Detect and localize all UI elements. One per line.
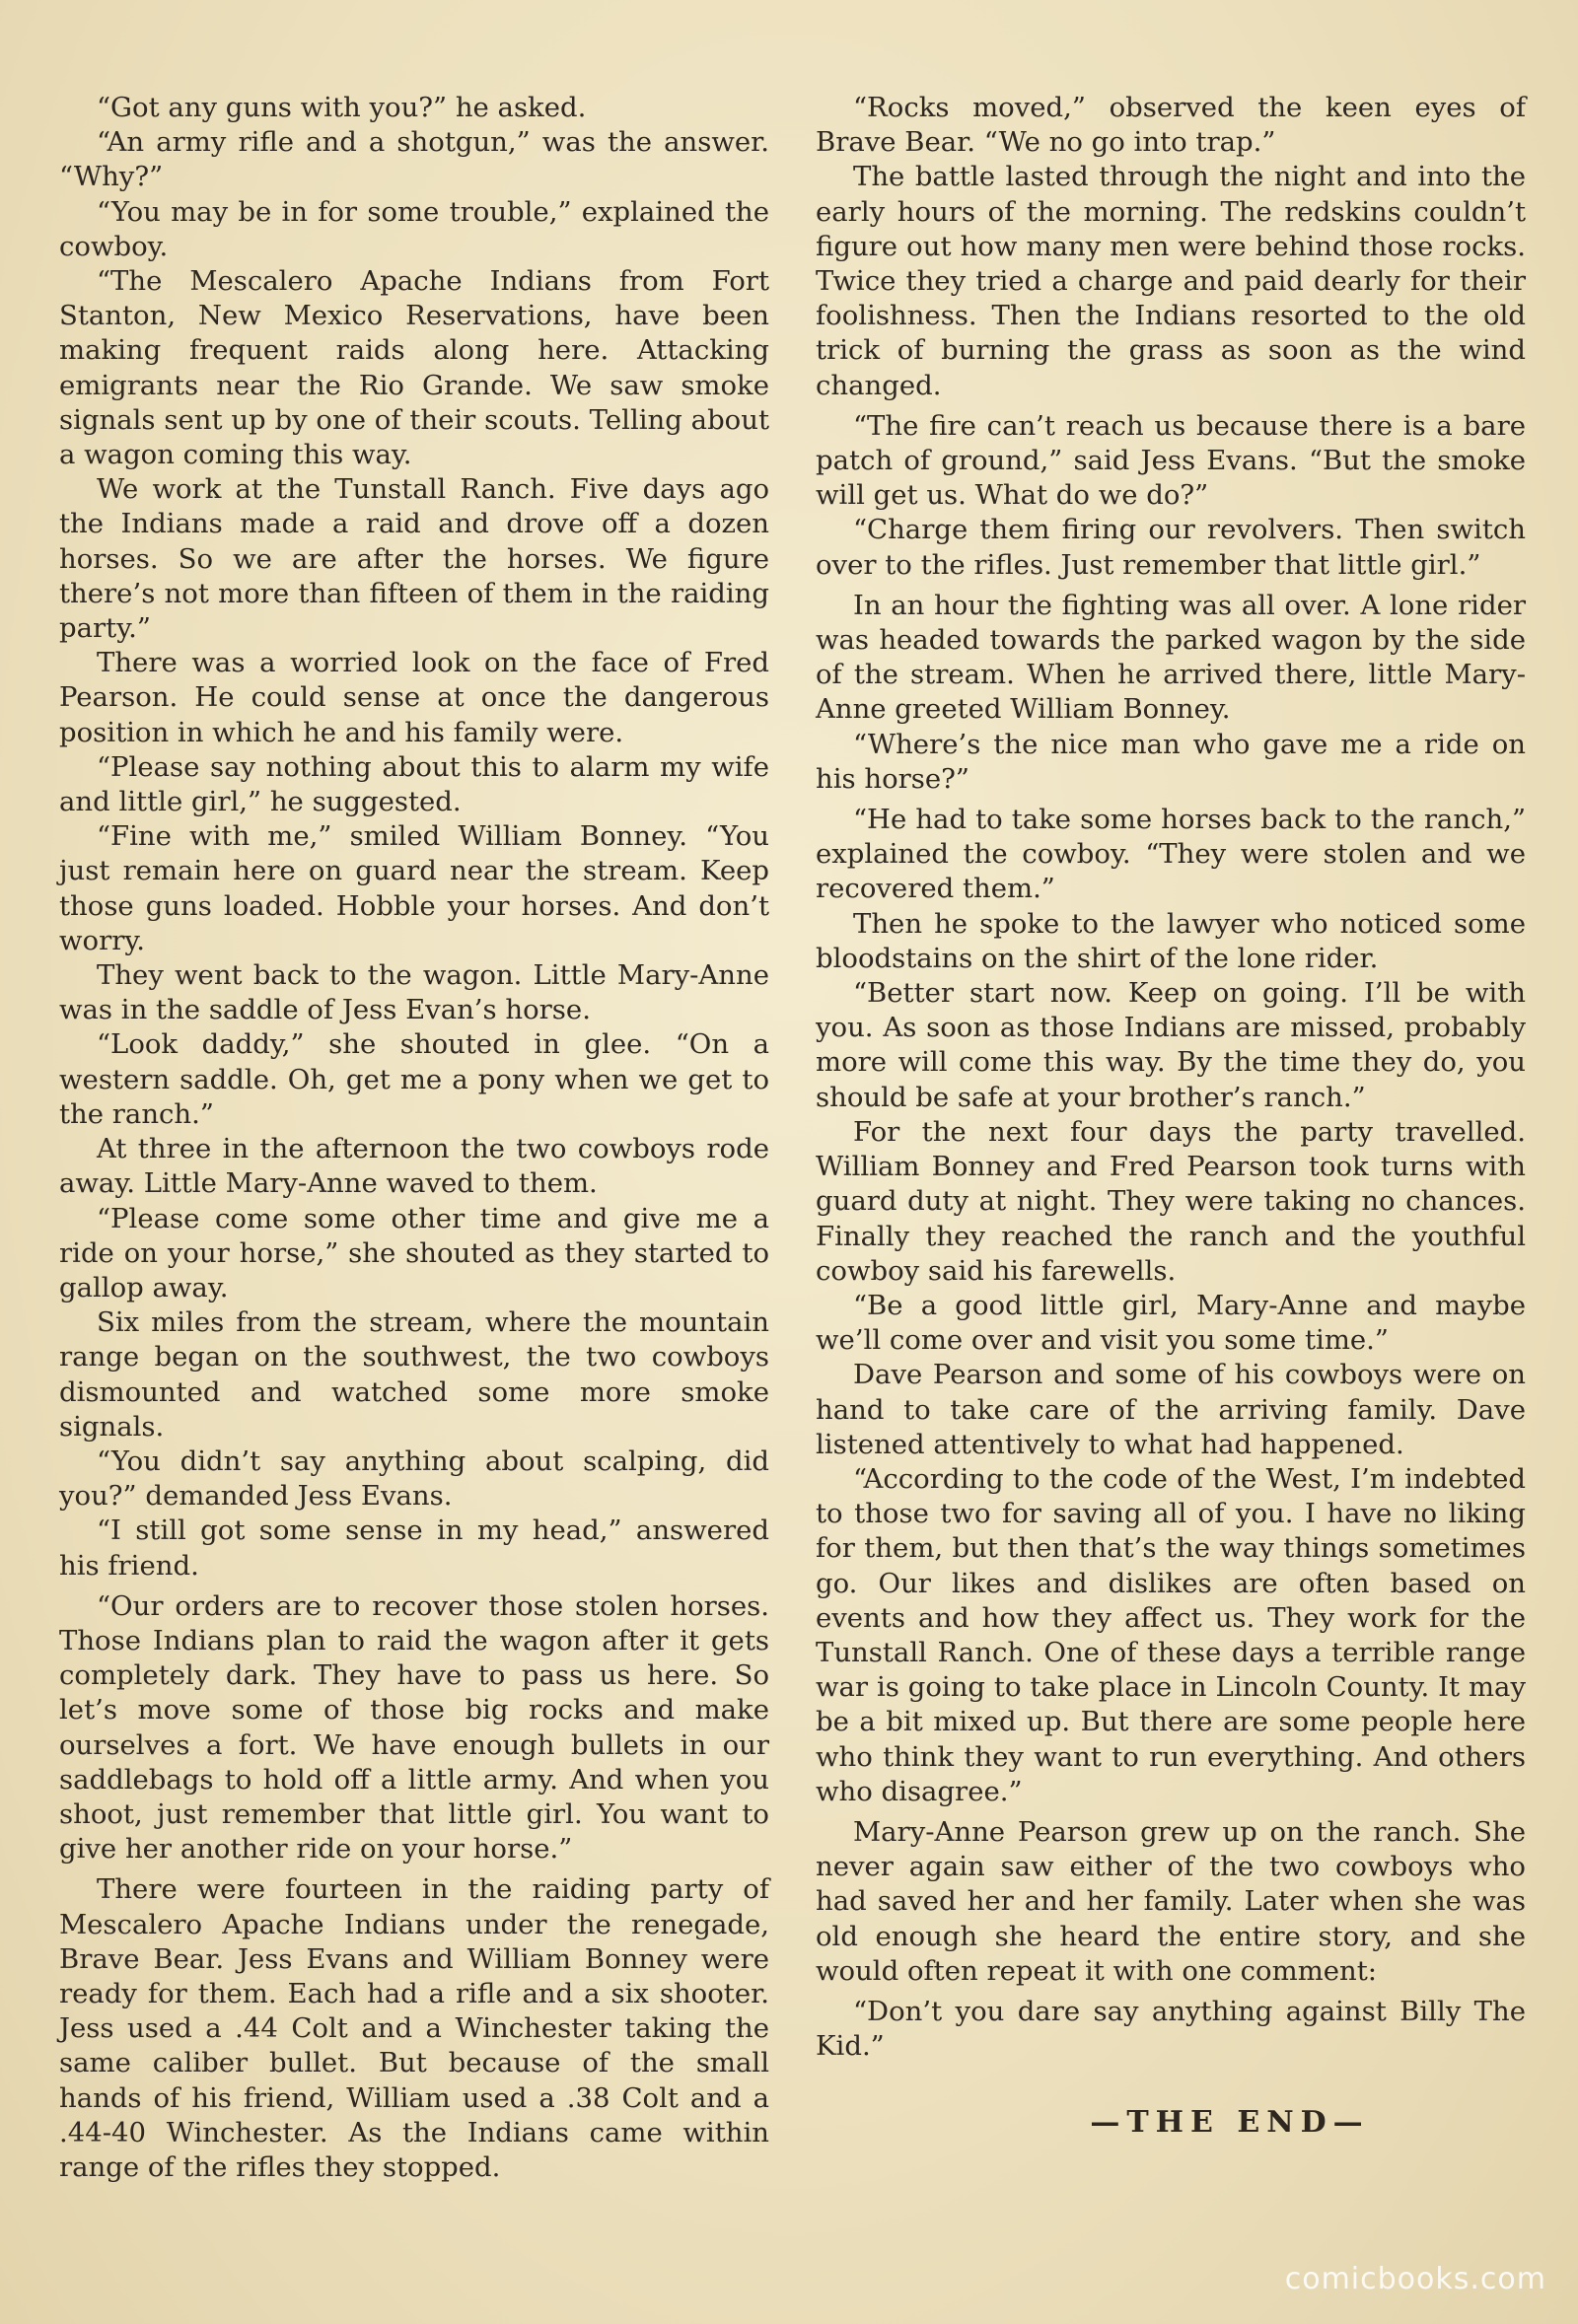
- paragraph: “Our orders are to recover those stolen horses. Those Indians plan to raid the wagon after it gets completely dark. They have to pass us here. So let’s move some of those big rocks and make ourselves a fort. We have enough bullets in our saddlebags to hold off a little army. And when you shoot, just remember that little girl. You want to give her another ride on your horse.”: [59, 1589, 769, 1866]
- right-text-column: [816, 91, 1526, 2141]
- paragraph: The battle lasted through the night and into the early hours of the morning. The redskins couldn’t figure out how many men were behind those rocks. Twice they tried a charge and paid dearly for their foolishness. Then the Indians resorted to the old trick of burning the grass as soon as the wind changed.: [816, 161, 1526, 401]
- paragraph: Mary-Anne Pearson grew up on the ranch. She never again saw either of the two cowboys who had saved her and her family. Later when she was old enough she heard the entire story, and she would often repeat it with one comment:: [816, 1815, 1526, 1987]
- paragraph: In an hour the fighting was all over. A lone rider was headed towards the parked wagon by the side of the stream. When he arrived there, little Mary-Anne greeted William Bonney.: [816, 589, 1526, 726]
- paragraph: They went back to the wagon. Little Mary-Anne was in the saddle of Jess Evan’s horse.: [59, 959, 769, 1026]
- paragraph: “You may be in for some trouble,” explained the cowboy.: [59, 195, 769, 262]
- the-end-label: —THE END—: [1090, 2105, 1370, 2141]
- paragraph: “Charge them firing our revolvers. Then switch over to the rifles. Just remember that little girl.”: [816, 514, 1526, 581]
- paragraph: “The fire can’t reach us because there is a bare patch of ground,” said Jess Evans. “But the smoke will get us. What do we do?”: [816, 409, 1526, 512]
- paragraph: “Fine with me,” smiled William Bonney. “You just remain here on guard near the stream. Keep those guns loaded. Hobble your horses. And don’t worry.: [59, 820, 769, 956]
- paragraph: “The Mescalero Apache Indians from Fort Stanton, New Mexico Reservations, have been making frequent raids along here. Attacking emigrants near the Rio Grande. We saw smoke signals sent up by one of their scouts. Telling about a wagon coming this way.: [59, 265, 769, 471]
- paragraph: “Got any guns with you?” he asked.: [97, 92, 587, 123]
- paragraph: “Please say nothing about this to alarm my wife and little girl,” he suggested.: [59, 750, 769, 818]
- paragraph: There was a worried look on the face of Fred Pearson. He could sense at once the dangerous position in which he and his family were.: [59, 647, 769, 748]
- paragraph: “Rocks moved,” observed the keen eyes of Brave Bear. “We no go into trap.”: [816, 92, 1526, 159]
- paragraph: For the next four days the party travelled. William Bonney and Fred Pearson took turns with guard duty at night. They were taking no chances. Finally they reached the ranch and the youthful cowboy said his farewells.: [816, 1115, 1526, 1287]
- paragraph: There were fourteen in the raiding party of Mescalero Apache Indians under the renegade, Brave Bear. Jess Evans and William Bonney were ready for them. Each had a rifle and a six shooter. Jess used a .44 Colt and a Winchester taking the same caliber bullet. But because of the small hands of his friend, William used a .38 Colt and a .44-40 Winchester. As the Indians came within range of the rifles they stopped.: [59, 1873, 769, 2183]
- paragraph: “An army rifle and a shotgun,” was the answer. “Why?”: [59, 126, 769, 193]
- watermark: comicbooks.com: [1284, 2262, 1546, 2296]
- paragraph: “He had to take some horses back to the ranch,” explained the cowboy. “They were stolen and we recovered them.”: [816, 804, 1526, 905]
- paragraph: “I still got some sense in my head,” answered his friend.: [59, 1514, 769, 1582]
- paragraph: “Don’t you dare say anything against Billy The Kid.”: [816, 1995, 1526, 2063]
- paragraph: “Where’s the nice man who gave me a ride on his horse?”: [816, 728, 1526, 795]
- paragraph: “Look daddy,” she shouted in glee. “On a western saddle. Oh, get me a pony when we get to the ranch.”: [59, 1028, 769, 1130]
- paragraph: We work at the Tunstall Ranch. Five days ago the Indians made a raid and drove off a dozen horses. So we are after the horses. We figure there’s not more than fifteen of them in the raiding party.”: [59, 473, 769, 645]
- paragraph: “Be a good little girl, Mary-Anne and maybe we’ll come over and visit you some time.”: [816, 1289, 1526, 1357]
- paragraph: “Please come some other time and give me a ride on your horse,” she shouted as they started to gallop away.: [59, 1202, 769, 1303]
- paragraph: Six miles from the stream, where the mountain range began on the southwest, the two cowboys dismounted and watched some more smoke signals.: [59, 1306, 769, 1443]
- left-text-column: [59, 91, 769, 2185]
- paragraph: Then he spoke to the lawyer who noticed some bloodstains on the shirt of the lone rider.: [816, 907, 1526, 974]
- paragraph: “According to the code of the West, I’m indebted to those two for saving all of you. I have no liking for them, but then that’s the way things sometimes go. Our likes and dislikes are often based on events and how they affect us. They work for the Tunstall Ranch. One of these days a terrible range war is going to take place in Lincoln County. It may be a bit mixed up. But there are some people here who think they want to run everything. And others who disagree.”: [816, 1462, 1526, 1807]
- paragraph: “You didn’t say anything about scalping, did you?” demanded Jess Evans.: [59, 1444, 769, 1513]
- paragraph: At three in the afternoon the two cowboys rode away. Little Mary-Anne waved to them.: [59, 1133, 769, 1200]
- paragraph: “Better start now. Keep on going. I’ll be with you. As soon as those Indians are missed, probably more will come this way. By the time they do, you should be safe at your brother’s ranch.”: [816, 977, 1526, 1113]
- paragraph: Dave Pearson and some of his cowboys were on hand to take care of the arriving family. Dave listened attentively to what had happened.: [816, 1359, 1526, 1460]
